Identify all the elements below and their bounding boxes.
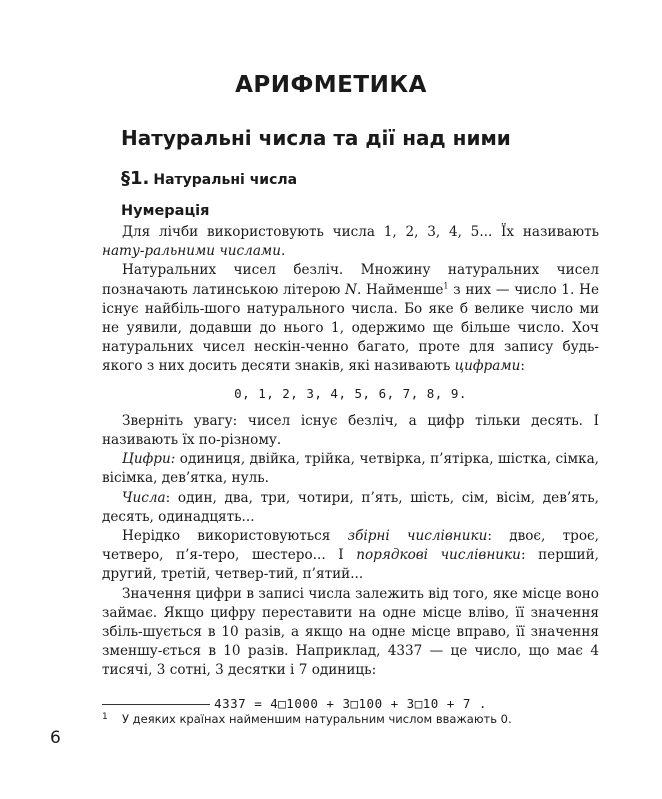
body-text — [102, 223, 599, 713]
set-symbol: N — [345, 281, 357, 298]
paragraph-title: Натуральні числа — [153, 172, 298, 188]
paragraph-3: Зверніть увагу: чисел існує безліч, а цифр тільки десять. І називають їх по-різному. — [102, 412, 599, 449]
paragraph-5: Числа: один, два, три, чотири, п’ять, шість, сім, вісім, дев’ять, десять, одинадцять... — [102, 489, 599, 525]
digits-line: 0, 1, 2, 3, 4, 5, 6, 7, 8, 9. — [234, 385, 467, 401]
paragraph-number: §1. — [121, 168, 150, 189]
paragraph-heading — [121, 168, 297, 189]
paragraph-2: Натуральних чисел безліч. Множину натуральних чисел позначають латинською літерою N. Найменше$^1$ з них — число 1. Не існує найбіль-шого натурального числа. Бо яке б велике число ми не уявили, додавши до нього 1, одержимо ще більше число. Хоч натуральних чисел нескін-ченно багато, проте для запису будь-якого з них досить десяти знаків, які називають цифрами: — [102, 262, 599, 375]
term-digits: цифрами — [454, 358, 521, 375]
paragraph-6: Нерідко використовуються збірні числівники: двоє, троє, четверо, п’я-теро, шестеро... І порядкові числівники: перший, другий, третій, четвер-тий, п’ятий... — [102, 528, 599, 583]
footnote-ref: 1 — [443, 281, 449, 291]
footnote-mark: 1 — [102, 712, 108, 722]
term-collective-numerals: збірні числівники — [347, 528, 488, 545]
term-natural-numbers: нату-ральними числами — [102, 243, 281, 260]
chapter-title: АРИФМЕТИКА — [235, 72, 427, 98]
subsection-title: Нумерація — [121, 203, 210, 219]
section-title: Натуральні числа та дії над ними — [121, 126, 511, 150]
paragraph-1: Для лічби використовують числа 1, 2, 3, 4, 5... Їх називають нату-ральними числами. — [102, 224, 599, 260]
term-ordinal-numerals: порядкові числівники — [356, 547, 521, 564]
place-value-formula: 4337 = 4□1000 + 3□100 + 3□10 + 7 . — [214, 695, 487, 711]
paragraph-7: Значення цифри в записі числа залежить від того, яке місце воно займає. Якщо цифру переставити на одне місце вліво, її значення збіль-шується в 10 разів, а якщо на одне місце вправо, її значення зменшу-ється в 10 разів. Наприклад, 4337 — це число, що має 4 тисячі, 3 сотні, 3 десятки і 7 одиниць: — [102, 585, 599, 679]
footnote-divider — [102, 704, 210, 705]
footnote — [102, 712, 602, 726]
footnote-text: У деяких країнах найменшим натуральним числом вважають 0. — [122, 712, 512, 726]
paragraph-4: Цифри: одиниця, двійка, трійка, четвірка, п’ятірка, шістка, сімка, вісімка, дев’ятка, нуль. — [102, 451, 599, 487]
page-number: 6 — [50, 728, 61, 748]
